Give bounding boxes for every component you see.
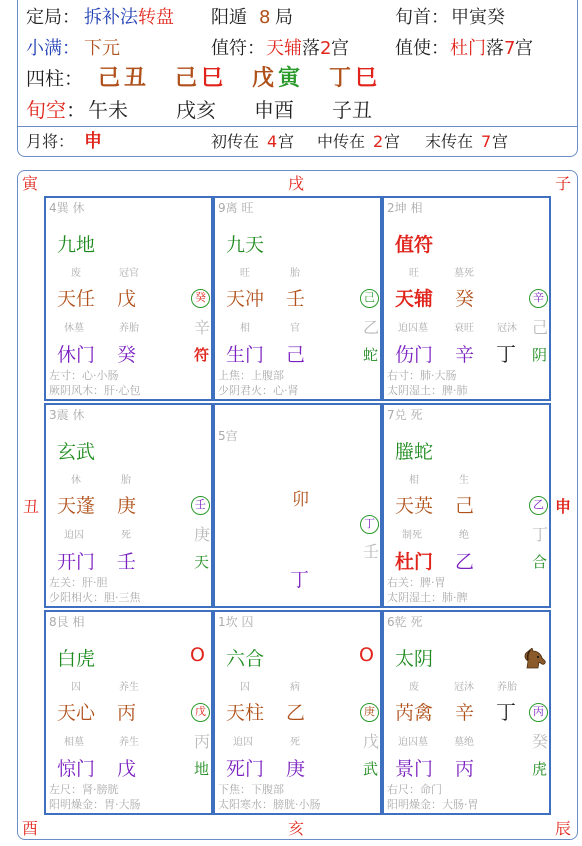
spirit-mark: 武 — [363, 760, 379, 778]
zhishi-label: 值使： — [395, 38, 449, 59]
hidden-stem-badge: 戊 — [191, 703, 210, 722]
extra-stem-state: 冠沐 — [497, 323, 517, 334]
plate-type-value: 转盘 — [138, 7, 174, 28]
palace-9-li[interactable] — [213, 196, 382, 401]
first-transmission-label: 初传在 — [211, 132, 260, 151]
corner-branch-zi: 子 — [555, 174, 572, 193]
palace-3-zhen[interactable] — [44, 403, 213, 608]
gray-stem: 辛 — [194, 318, 211, 337]
xunshou-value: 甲寅癸 — [451, 7, 505, 28]
spirit-mark: 蛇 — [363, 346, 379, 364]
void-hour: 子丑 — [332, 98, 372, 122]
palace-deity: 白虎 — [57, 648, 96, 670]
earth-stem: 辛 — [455, 344, 475, 366]
pulse-note: 下焦：下腹部 — [218, 783, 284, 796]
year-branch: 丑 — [124, 66, 147, 91]
palace-position: 3震 休 — [49, 408, 85, 422]
palace-position: 5宫 — [218, 429, 238, 443]
pulse-note: 左寸：心·小肠 — [49, 369, 119, 382]
earth-stem-state: 绝 — [459, 530, 469, 541]
palace-door: 杜门 — [395, 551, 434, 573]
stem-state: 胎 — [121, 475, 131, 486]
center-stem: 丁 — [290, 569, 310, 591]
palace-door: 伤门 — [395, 344, 434, 366]
palace-position: 7兑 死 — [387, 408, 423, 422]
meridian-note: 少阴君火：心·肾 — [218, 384, 299, 397]
palace-position: 1坎 囚 — [218, 615, 254, 629]
palace-deity: 玄武 — [57, 441, 96, 463]
heaven-stem: 丙 — [117, 702, 137, 724]
method-value: 拆补法 — [84, 7, 138, 28]
xunshou-label: 旬首： — [395, 7, 449, 28]
earth-stem: 乙 — [455, 551, 475, 573]
palace-door: 惊门 — [57, 758, 96, 780]
horse-icon — [521, 648, 547, 670]
middle-transmission-label: 中传在 — [317, 132, 366, 151]
hidden-stem-badge: 己 — [360, 289, 379, 308]
earth-stem-state: 死 — [121, 530, 131, 541]
last-transmission-unit: 宫 — [492, 132, 509, 151]
last-transmission-label: 末传在 — [425, 132, 474, 151]
meridian-note: 阳明燥金：胃·大肠 — [49, 798, 141, 811]
last-transmission-number: 7 — [481, 132, 492, 151]
corner-branch-chen: 辰 — [555, 819, 572, 838]
palace-star: 天辅 — [395, 288, 434, 310]
gray-stem: 丙 — [194, 732, 211, 751]
zhifu-star: 天辅 — [266, 38, 302, 59]
middle-transmission-number: 2 — [373, 132, 384, 151]
star-state: 相 — [409, 475, 419, 486]
palace-star: 芮禽 — [395, 702, 434, 724]
zhifu-fall: 落 — [302, 38, 320, 59]
earth-stem-state: 墓绝 — [454, 737, 474, 748]
stem-state: 病 — [290, 682, 300, 693]
heaven-stem: 己 — [455, 495, 475, 517]
pulse-note: 右关：脾·胃 — [387, 576, 446, 589]
spirit-mark: 合 — [532, 553, 548, 571]
header-row-pillars — [26, 63, 569, 95]
earth-stem-state: 养胎 — [119, 323, 139, 334]
palace-deity: 九天 — [226, 234, 265, 256]
meridian-note: 太阴湿土：肺·脾 — [387, 591, 468, 604]
palace-deity: 值符 — [395, 234, 434, 256]
edge-branch-xu: 戌 — [288, 174, 305, 193]
door-state: 相墓 — [64, 737, 84, 748]
earth-stem-state: 死 — [290, 737, 300, 748]
stem-state: 胎 — [290, 268, 300, 279]
stem-state: 墓死 — [454, 268, 474, 279]
yuan-value: 下元 — [84, 38, 120, 59]
pulse-note: 右尺：命门 — [387, 783, 442, 796]
star-state: 囚 — [71, 682, 81, 693]
zhishi-palace-number: 7 — [504, 38, 516, 59]
hour-branch: 巳 — [355, 66, 378, 91]
earth-stem: 己 — [286, 344, 306, 366]
palace-star: 天心 — [57, 702, 96, 724]
header-row-term — [26, 33, 569, 65]
first-transmission-unit: 宫 — [278, 132, 295, 151]
meridian-note: 太阳寒水：膀胱·小肠 — [218, 798, 321, 811]
door-state: 迫囚墓 — [398, 323, 428, 334]
palace-2-kun[interactable] — [382, 196, 551, 401]
gray-stem: 己 — [532, 318, 549, 337]
center-branch: 卯 — [292, 490, 309, 510]
heaven-stem: 壬 — [286, 288, 306, 310]
edge-branch-shen: 申 — [555, 497, 572, 516]
first-transmission-number: 4 — [267, 132, 278, 151]
palace-deity: 六合 — [226, 648, 265, 670]
star-state: 废 — [409, 682, 419, 693]
stem-state: 冠官 — [119, 268, 139, 279]
palace-7-dui[interactable] — [382, 403, 551, 608]
stem-state: 冠沐 — [454, 682, 474, 693]
header-row-ju — [26, 2, 569, 34]
zhishi-door: 杜门 — [450, 38, 486, 59]
spirit-mark: 阴 — [532, 346, 548, 364]
pulse-note: 上焦：上腹部 — [218, 369, 284, 382]
palace-position: 2坤 相 — [387, 201, 423, 215]
month-branch: 巳 — [201, 66, 224, 91]
zhifu-palace-number: 2 — [320, 38, 332, 59]
star-state: 废 — [71, 268, 81, 279]
stem-state: 生 — [459, 475, 469, 486]
palace-1-kan[interactable] — [213, 610, 382, 815]
door-state: 迫囚 — [233, 737, 253, 748]
earth-stem-state: 养生 — [119, 737, 139, 748]
star-state: 囚 — [240, 682, 250, 693]
palace-door: 景门 — [395, 758, 434, 780]
door-state: 制死 — [402, 530, 422, 541]
void-year: 午未 — [88, 98, 128, 122]
corner-branch-yin: 寅 — [22, 174, 39, 193]
meridian-note: 太阴湿土：脾·肺 — [387, 384, 468, 397]
edge-branch-hai: 亥 — [288, 819, 305, 838]
door-state: 相 — [240, 323, 250, 334]
gray-stem: 壬 — [363, 542, 380, 561]
hidden-stem-badge: 庚 — [360, 703, 379, 722]
earth-stem: 癸 — [117, 344, 137, 366]
yuejiang-label: 月将： — [26, 132, 75, 151]
door-state: 迫囚墓 — [398, 737, 428, 748]
header-divider — [18, 126, 577, 127]
empty-mark: O — [190, 644, 205, 666]
palace-door: 休门 — [57, 344, 96, 366]
dun-value: 阳遁 — [211, 7, 247, 28]
pulse-note: 左尺：肾·膀胱 — [49, 783, 119, 796]
earth-stem-state: 衰旺 — [454, 323, 474, 334]
hidden-stem-badge: 癸 — [191, 289, 210, 308]
middle-transmission-unit: 宫 — [384, 132, 401, 151]
zhifu-label: 值符： — [211, 38, 265, 59]
heaven-stem: 乙 — [286, 702, 306, 724]
palace-position: 8艮 相 — [49, 615, 85, 629]
palace-star: 天任 — [57, 288, 96, 310]
spirit-mark: 天 — [194, 553, 210, 571]
palace-door: 死门 — [226, 758, 265, 780]
zhishi-palace-unit: 宫 — [515, 38, 533, 59]
header-row-void — [26, 94, 569, 126]
palace-position: 6乾 死 — [387, 615, 423, 629]
palace-4-xun[interactable] — [44, 196, 213, 401]
month-stem: 己 — [175, 66, 198, 91]
corner-branch-you: 酉 — [22, 819, 39, 838]
void-label: 旬空 — [26, 98, 66, 122]
ju-label: 定局： — [26, 7, 80, 28]
spirit-mark: 地 — [194, 760, 210, 778]
palace-deity: 螣蛇 — [395, 441, 434, 463]
heaven-stem: 庚 — [117, 495, 137, 517]
stem-state: 养生 — [119, 682, 139, 693]
ju-unit: 局 — [275, 7, 293, 28]
zhishi-fall: 落 — [486, 38, 504, 59]
palace-door: 开门 — [57, 551, 96, 573]
extra-stem: 丁 — [496, 700, 516, 724]
pulse-note: 右寸：肺·大肠 — [387, 369, 457, 382]
gray-stem: 癸 — [532, 732, 549, 751]
meridian-note: 少阳相火：胆·三焦 — [49, 591, 141, 604]
palace-star: 天冲 — [226, 288, 265, 310]
palace-6-qian[interactable] — [382, 610, 551, 815]
palace-deity: 九地 — [57, 234, 96, 256]
hidden-stem-badge: 辛 — [529, 289, 548, 308]
gray-stem: 戊 — [363, 732, 380, 751]
void-month: 戌亥 — [176, 98, 216, 122]
gray-stem: 丁 — [532, 525, 549, 544]
header-row-yuejiang — [26, 128, 569, 156]
earth-stem: 丙 — [455, 758, 475, 780]
day-branch: 寅 — [278, 66, 301, 91]
palace-door: 生门 — [226, 344, 265, 366]
pulse-note: 左关：肝·胆 — [49, 576, 108, 589]
palace-position: 4巽 休 — [49, 201, 85, 215]
hidden-stem-badge: 丙 — [529, 703, 548, 722]
star-state: 旺 — [409, 268, 419, 279]
meridian-note: 阳明燥金：大肠·胃 — [387, 798, 479, 811]
ju-number: 8 — [259, 7, 271, 28]
solar-term-label: 小满： — [26, 38, 80, 59]
hidden-stem-badge: 乙 — [529, 496, 548, 515]
spirit-mark: 虎 — [532, 760, 548, 778]
year-stem: 己 — [98, 66, 121, 91]
door-state: 休墓 — [64, 323, 84, 334]
heaven-stem: 辛 — [455, 702, 475, 724]
star-state: 旺 — [240, 268, 250, 279]
hidden-stem-badge: 丁 — [360, 515, 379, 534]
hidden-stem-badge: 壬 — [191, 496, 210, 515]
heaven-stem: 癸 — [455, 288, 475, 310]
zhifu-palace-unit: 宫 — [331, 38, 349, 59]
palace-star: 天蓬 — [57, 495, 96, 517]
void-day: 申酉 — [254, 98, 294, 122]
yuejiang-value: 申 — [84, 131, 102, 152]
earth-stem-state: 官 — [290, 323, 300, 334]
spirit-mark: 符 — [194, 346, 210, 364]
earth-stem: 庚 — [286, 758, 306, 780]
earth-stem: 戊 — [117, 758, 137, 780]
heaven-stem: 戊 — [117, 288, 137, 310]
palace-8-gen[interactable] — [44, 610, 213, 815]
palace-position: 9离 旺 — [218, 201, 254, 215]
void-colon: ： — [66, 98, 86, 122]
palace-star: 天英 — [395, 495, 434, 517]
extra-stem-state: 养胎 — [497, 682, 517, 693]
gray-stem: 庚 — [194, 525, 211, 544]
chart-header — [17, 0, 578, 157]
extra-stem: 丁 — [496, 342, 516, 366]
hour-stem: 丁 — [329, 66, 352, 91]
meridian-note: 厥阴风木：肝·心包 — [49, 384, 141, 397]
palace-deity: 太阴 — [395, 648, 434, 670]
palace-5-center[interactable] — [213, 403, 382, 608]
palace-star: 天柱 — [226, 702, 265, 724]
earth-stem: 壬 — [117, 551, 137, 573]
pillars-label: 四柱： — [26, 68, 84, 90]
day-stem: 戊 — [252, 66, 275, 91]
gray-stem: 乙 — [363, 318, 380, 337]
star-state: 休 — [71, 475, 81, 486]
empty-mark: O — [359, 644, 374, 666]
door-state: 迫囚 — [64, 530, 84, 541]
edge-branch-chou: 丑 — [23, 497, 40, 516]
